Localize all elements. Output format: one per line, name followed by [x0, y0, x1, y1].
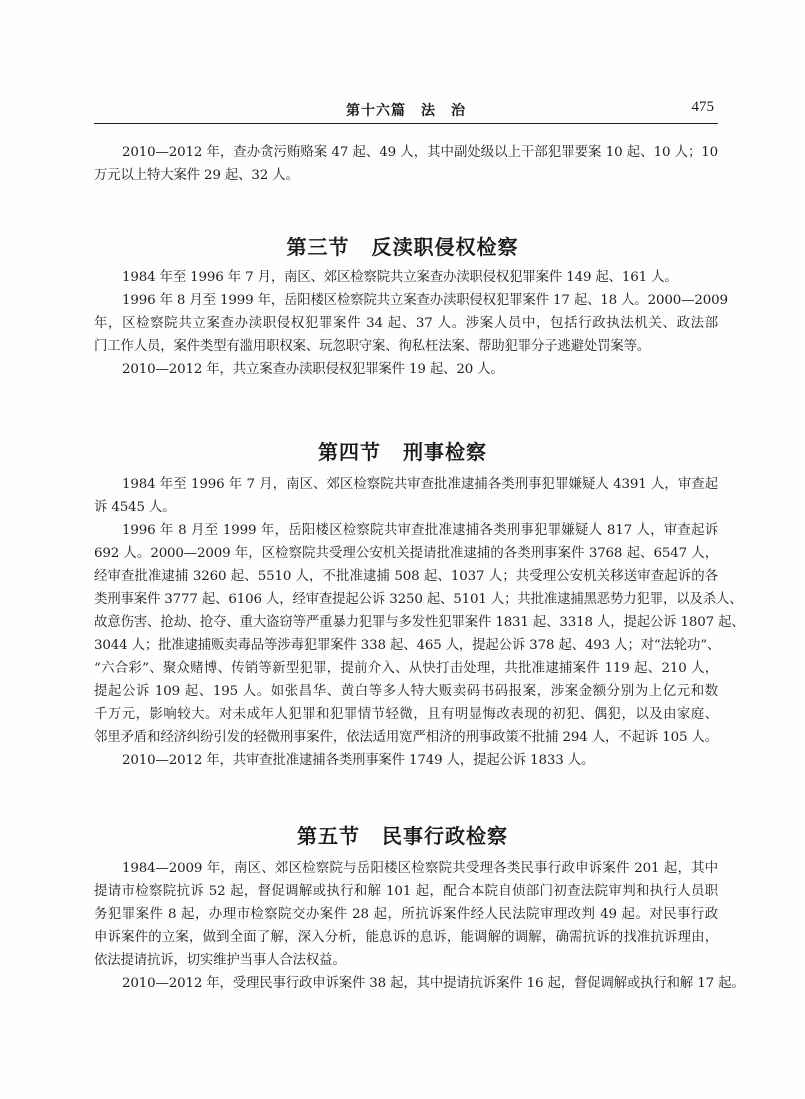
paragraph-line: 1996 年 8 月至 1999 年，岳阳楼区检察院共审查批准逮捕各类刑事犯罪嫌疑人 817 人，审查起诉 [122, 523, 718, 538]
paragraph-line: 门工作人员，案件类型有滥用职权案、玩忽职守案、徇私枉法案、帮助犯罪分子逃避处罚案等。 [94, 339, 651, 354]
paragraph-line: 依法提请抗诉，切实维护当事人合法权益。 [94, 953, 346, 968]
paragraph-line: 申诉案件的立案，做到全面了解，深入分析，能息诉的息诉，能调解的调解，确需抗诉的找准抗诉理由， [94, 930, 718, 945]
paragraph-line: 提起公诉 109 起、195 人。如张昌华、黄白等多人特大贩卖码书码报案，涉案金额分别为上亿元和数 [94, 684, 718, 699]
paragraph-line: 2010—2012 年，共审查批准逮捕各类刑事案件 1749 人，提起公诉 1833 人。 [122, 753, 595, 768]
paragraph-line: 3044 人；批准逮捕贩卖毒品等涉毒犯罪案件 338 起、465 人，提起公诉 378 起、493 人；对“法轮功”、 [94, 638, 721, 653]
paragraph-line: 2010—2012 年，受理民事行政申诉案件 38 起，其中提请抗诉案件 16 起，督促调解或执行和解 17 起。 [122, 976, 745, 991]
part-title: 第十六篇 法 治 [346, 103, 466, 119]
section-number: 第五节 [297, 824, 360, 848]
paragraph-line: 诉 4545 人。 [94, 500, 176, 515]
paragraph-line: 1984—2009 年，南区、郊区检察院与岳阳楼区检察院共受理各类民事行政申诉案件 201 起，其中 [122, 861, 718, 876]
paragraph-line: 务犯罪案件 8 起，办理市检察院交办案件 28 起，所抗诉案件经人民法院审理改判 49 起。对民事行政 [94, 907, 718, 922]
paragraph-line: 千万元，影响较大。对未成年人犯罪和犯罪情节轻微，且有明显悔改表现的初犯、偶犯，以及由家庭、 [94, 707, 718, 722]
running-head [94, 98, 718, 122]
section-title: 民事行政检察 [382, 824, 508, 848]
section-heading [0, 436, 805, 465]
section-number: 第三节 [286, 235, 350, 259]
section-heading [0, 820, 805, 849]
paragraph-line: 2010—2012 年，共立案查办渎职侵权犯罪案件 19 起、20 人。 [122, 362, 504, 377]
paragraph-line: 1984 年至 1996 年 7 月，南区、郊区检察院共审查批准逮捕各类刑事犯罪嫌疑人 4391 人，审查起 [122, 477, 718, 492]
paragraph-line: 年，区检察院共立案查办渎职侵权犯罪案件 34 起、37 人。涉案人员中，包括行政执法机关、政法部 [94, 316, 718, 331]
paragraph-line: 692 人。2000—2009 年，区检察院共受理公安机关提请批准逮捕的各类刑事案件 3768 起、6547 人， [94, 546, 718, 561]
header-rule [94, 123, 718, 124]
page-number: 475 [691, 99, 714, 115]
paragraph-line: 经审查批准逮捕 3260 起、5510 人，不批准逮捕 508 起、1037 人；共受理公安机关移送审查起诉的各 [94, 569, 718, 584]
paragraph-line: 1996 年 8 月至 1999 年，岳阳楼区检察院共立案查办渎职侵权犯罪案件 17 起、18 人。2000—2009 [122, 293, 728, 308]
section-number: 第四节 [318, 440, 381, 464]
section-heading [0, 231, 805, 260]
paragraph-line: 故意伤害、抢劫、抢夺、重大盗窃等严重暴力犯罪与多发性犯罪案件 1831 起、3318 人，提起公诉 1807 起、 [94, 615, 745, 630]
section-title: 刑事检察 [403, 440, 487, 464]
paragraph-line: 2010—2012 年，查办贪污贿赂案 47 起、49 人，其中副处级以上干部犯罪要案 10 起、10 人；10 [122, 145, 718, 160]
paragraph-line: 1984 年至 1996 年 7 月，南区、郊区检察院共立案查办渎职侵权犯罪案件 149 起、161 人。 [122, 270, 678, 285]
section-title: 反渎职侵权检察 [371, 235, 519, 259]
paragraph-line: 提请市检察院抗诉 52 起，督促调解或执行和解 101 起，配合本院自侦部门初查法院审判和执行人员职 [94, 884, 718, 899]
paragraph-line: 类刑事案件 3777 起、6106 人，经审查提起公诉 3250 起、5101 人；共批准逮捕黑恶势力犯罪，以及杀人、 [94, 592, 743, 607]
paragraph-line: “六合彩”、聚众赌博、传销等新型犯罪，提前介入、从快打击处理，共批准逮捕案件 119 起、210 人， [94, 661, 718, 676]
paragraph-line: 邻里矛盾和经济纠纷引发的轻微刑事案件，依法适用宽严相济的刑事政策不批捕 294 人，不起诉 105 人。 [94, 730, 718, 745]
paragraph-line: 万元以上特大案件 29 起、32 人。 [94, 168, 299, 183]
